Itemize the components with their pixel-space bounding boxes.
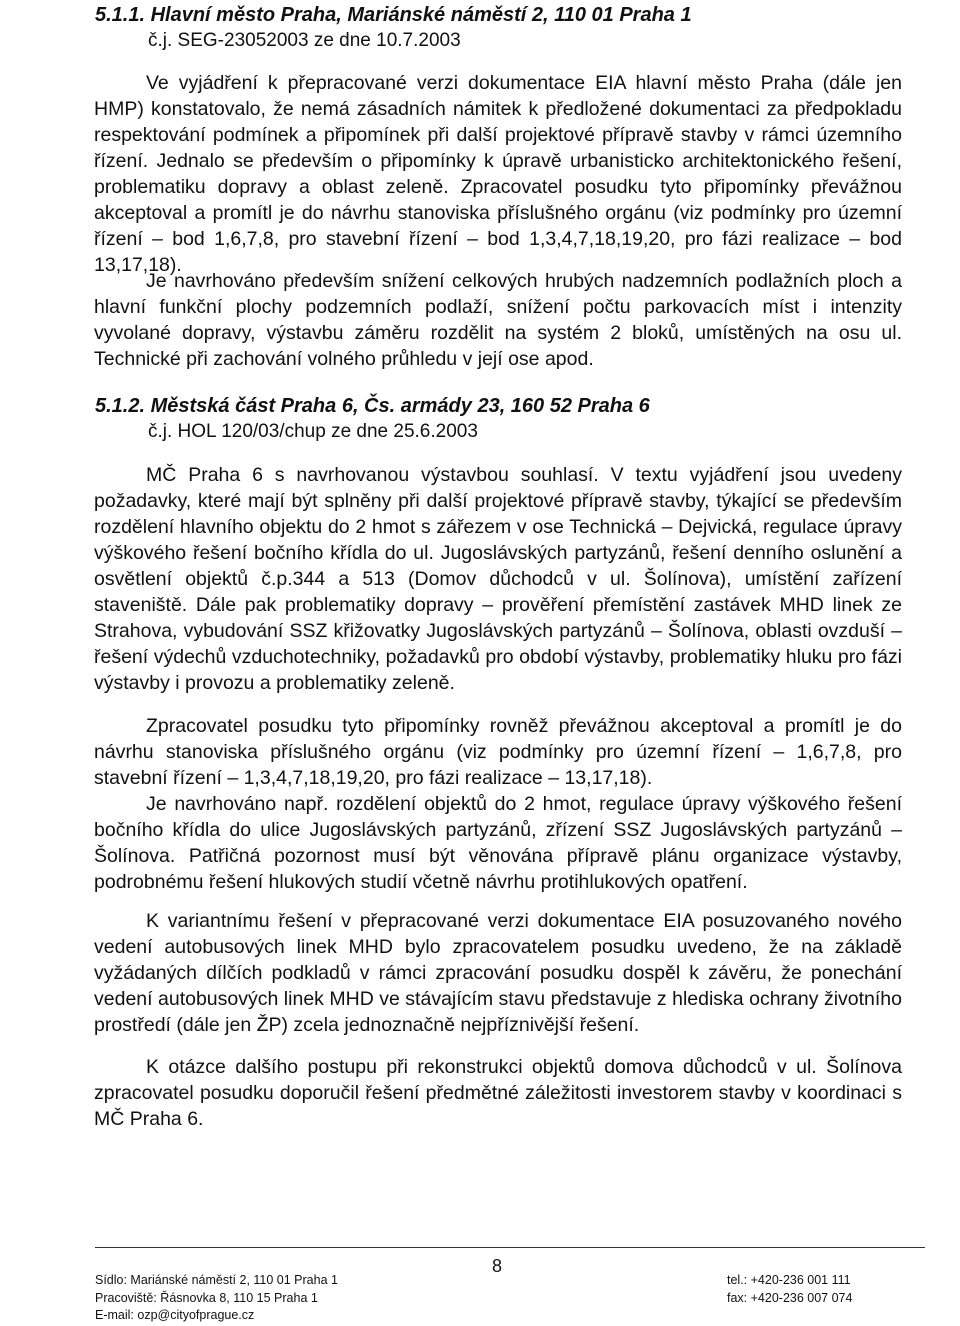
footer-divider <box>95 1247 925 1248</box>
footer-fax: fax: +420-236 007 074 <box>727 1290 853 1305</box>
paragraph-2-1: MČ Praha 6 s navrhovanou výstavbou souhlasí. V textu vyjádření jsou uvedeny požadavky, které mají být splněny při další projektové přípravě stavby, týkající se především rozdělení hlavního objektu do 2 hmot s zářezem v ose Technická – Dejvická, regulace úpravy výškového řešení bočního křídla do ul. Jugoslávských partyzánů, řešení denního oslunění a osvětlení objektů č.p.344 a 513 (Domov důchodců v ul. Šolínova), umístění zařízení staveniště. Dále pak problematiky dopravy – prověření přemístění zastávek MHD linek ze Strahova, vybudování SSZ křižovatky Jugoslávských partyzánů – Šolínova, oblasti ovzduší – řešení výdechů vzduchotechniky, požadavků pro období výstavby, problematiky hluku pro fázi výstavby i provozu a problematiky zeleně. <box>94 464 902 694</box>
section-heading-2: 5.1.2. Městská část Praha 6, Čs. armády 23, 160 52 Praha 6 <box>95 395 650 417</box>
paragraph-1-2: Je navrhováno především snížení celkových hrubých nadzemních podlažních ploch a hlavní funkční plochy podzemních podlaží, snížení počtu parkovacích míst i intenzity vyvolané dopravy, výstavbu záměru rozdělit na systém 2 bloků, umístěných na osu ul. Technické při zachování volného průhledu v její ose apod. <box>94 270 902 370</box>
footer-address: Sídlo: Mariánské náměstí 2, 110 01 Praha 1 <box>95 1273 338 1287</box>
page-number: 8 <box>492 1256 503 1276</box>
footer-contact-block <box>727 1272 852 1307</box>
paragraph-2-2: Zpracovatel posudku tyto připomínky rovněž převážnou akceptoval a promítl je do návrhu stanoviska příslušného orgánu (viz podmínky pro územní řízení – 1,6,7,8, pro stavební řízení – 1,3,4,7,18,19,20, pro fázi realizace – 13,17,18). <box>94 715 902 789</box>
paragraph-1-1: Ve vyjádření k přepracované verzi dokumentace EIA hlavní město Praha (dále jen HMP) konstatovalo, že nemá zásadních námitek k předložené dokumentaci za předpokladu respektování podmínek a připomínek při další projektové přípravě stavby v rámci územního řízení. Jednalo se především o připomínky k úpravě urbanisticko architektonického řešení, problematiku dopravy a oblast zeleně. Zpracovatel posudku tyto připomínky převážnou akceptoval a promítl je do návrhu stanoviska příslušného orgánu (viz podmínky pro územní řízení – bod 1,6,7,8, pro stavební řízení – bod 1,3,4,7,18,19,20, pro fázi realizace – bod 13,17,18). <box>94 72 902 276</box>
footer-email: E-mail: ozp@cityofprague.cz <box>95 1308 255 1322</box>
footer-address-block <box>95 1272 338 1325</box>
paragraph-2-3: Je navrhováno např. rozdělení objektů do 2 hmot, regulace úpravy výškového řešení bočního křídla do ulice Jugoslávských partyzánů, zřízení SSZ Jugoslávských partyzánů – Šolínova. Patřičná pozornost musí být věnována přípravě plánu organizace výstavby, podrobnému řešení hlukových studií včetně návrhu protihlukových opatření. <box>94 793 902 893</box>
paragraph-2-4: K variantnímu řešení v přepracované verzi dokumentace EIA posuzovaného nového vedení autobusových linek MHD bylo zpracovatelem posudku uvedeno, že na základě vyžádaných dílčích podkladů v rámci zpracování posudku dospěl k závěru, že ponechání vedení autobusových linek MHD ve stávajícím stavu představuje z hlediska ochrany životního prostředí (dále jen ŽP) zcela jednoznačně nejpříznivější řešení. <box>94 910 902 1036</box>
paragraph-2-5: K otázce dalšího postupu při rekonstrukci objektů domova důchodců v ul. Šolínova zpracovatel posudku doporučil řešení předmětné záležitosti investorem stavby v koordinaci s MČ Praha 6. <box>94 1056 902 1130</box>
footer-workplace: Pracoviště: Řásnovka 8, 110 15 Praha 1 <box>95 1290 318 1305</box>
footer-phone: tel.: +420-236 001 111 <box>727 1273 851 1287</box>
reference-number-2: č.j. HOL 120/03/chup ze dne 25.6.2003 <box>148 421 478 442</box>
reference-number-1: č.j. SEG-23052003 ze dne 10.7.2003 <box>148 30 461 51</box>
section-heading-1: 5.1.1. Hlavní město Praha, Mariánské náměstí 2, 110 01 Praha 1 <box>95 4 692 26</box>
